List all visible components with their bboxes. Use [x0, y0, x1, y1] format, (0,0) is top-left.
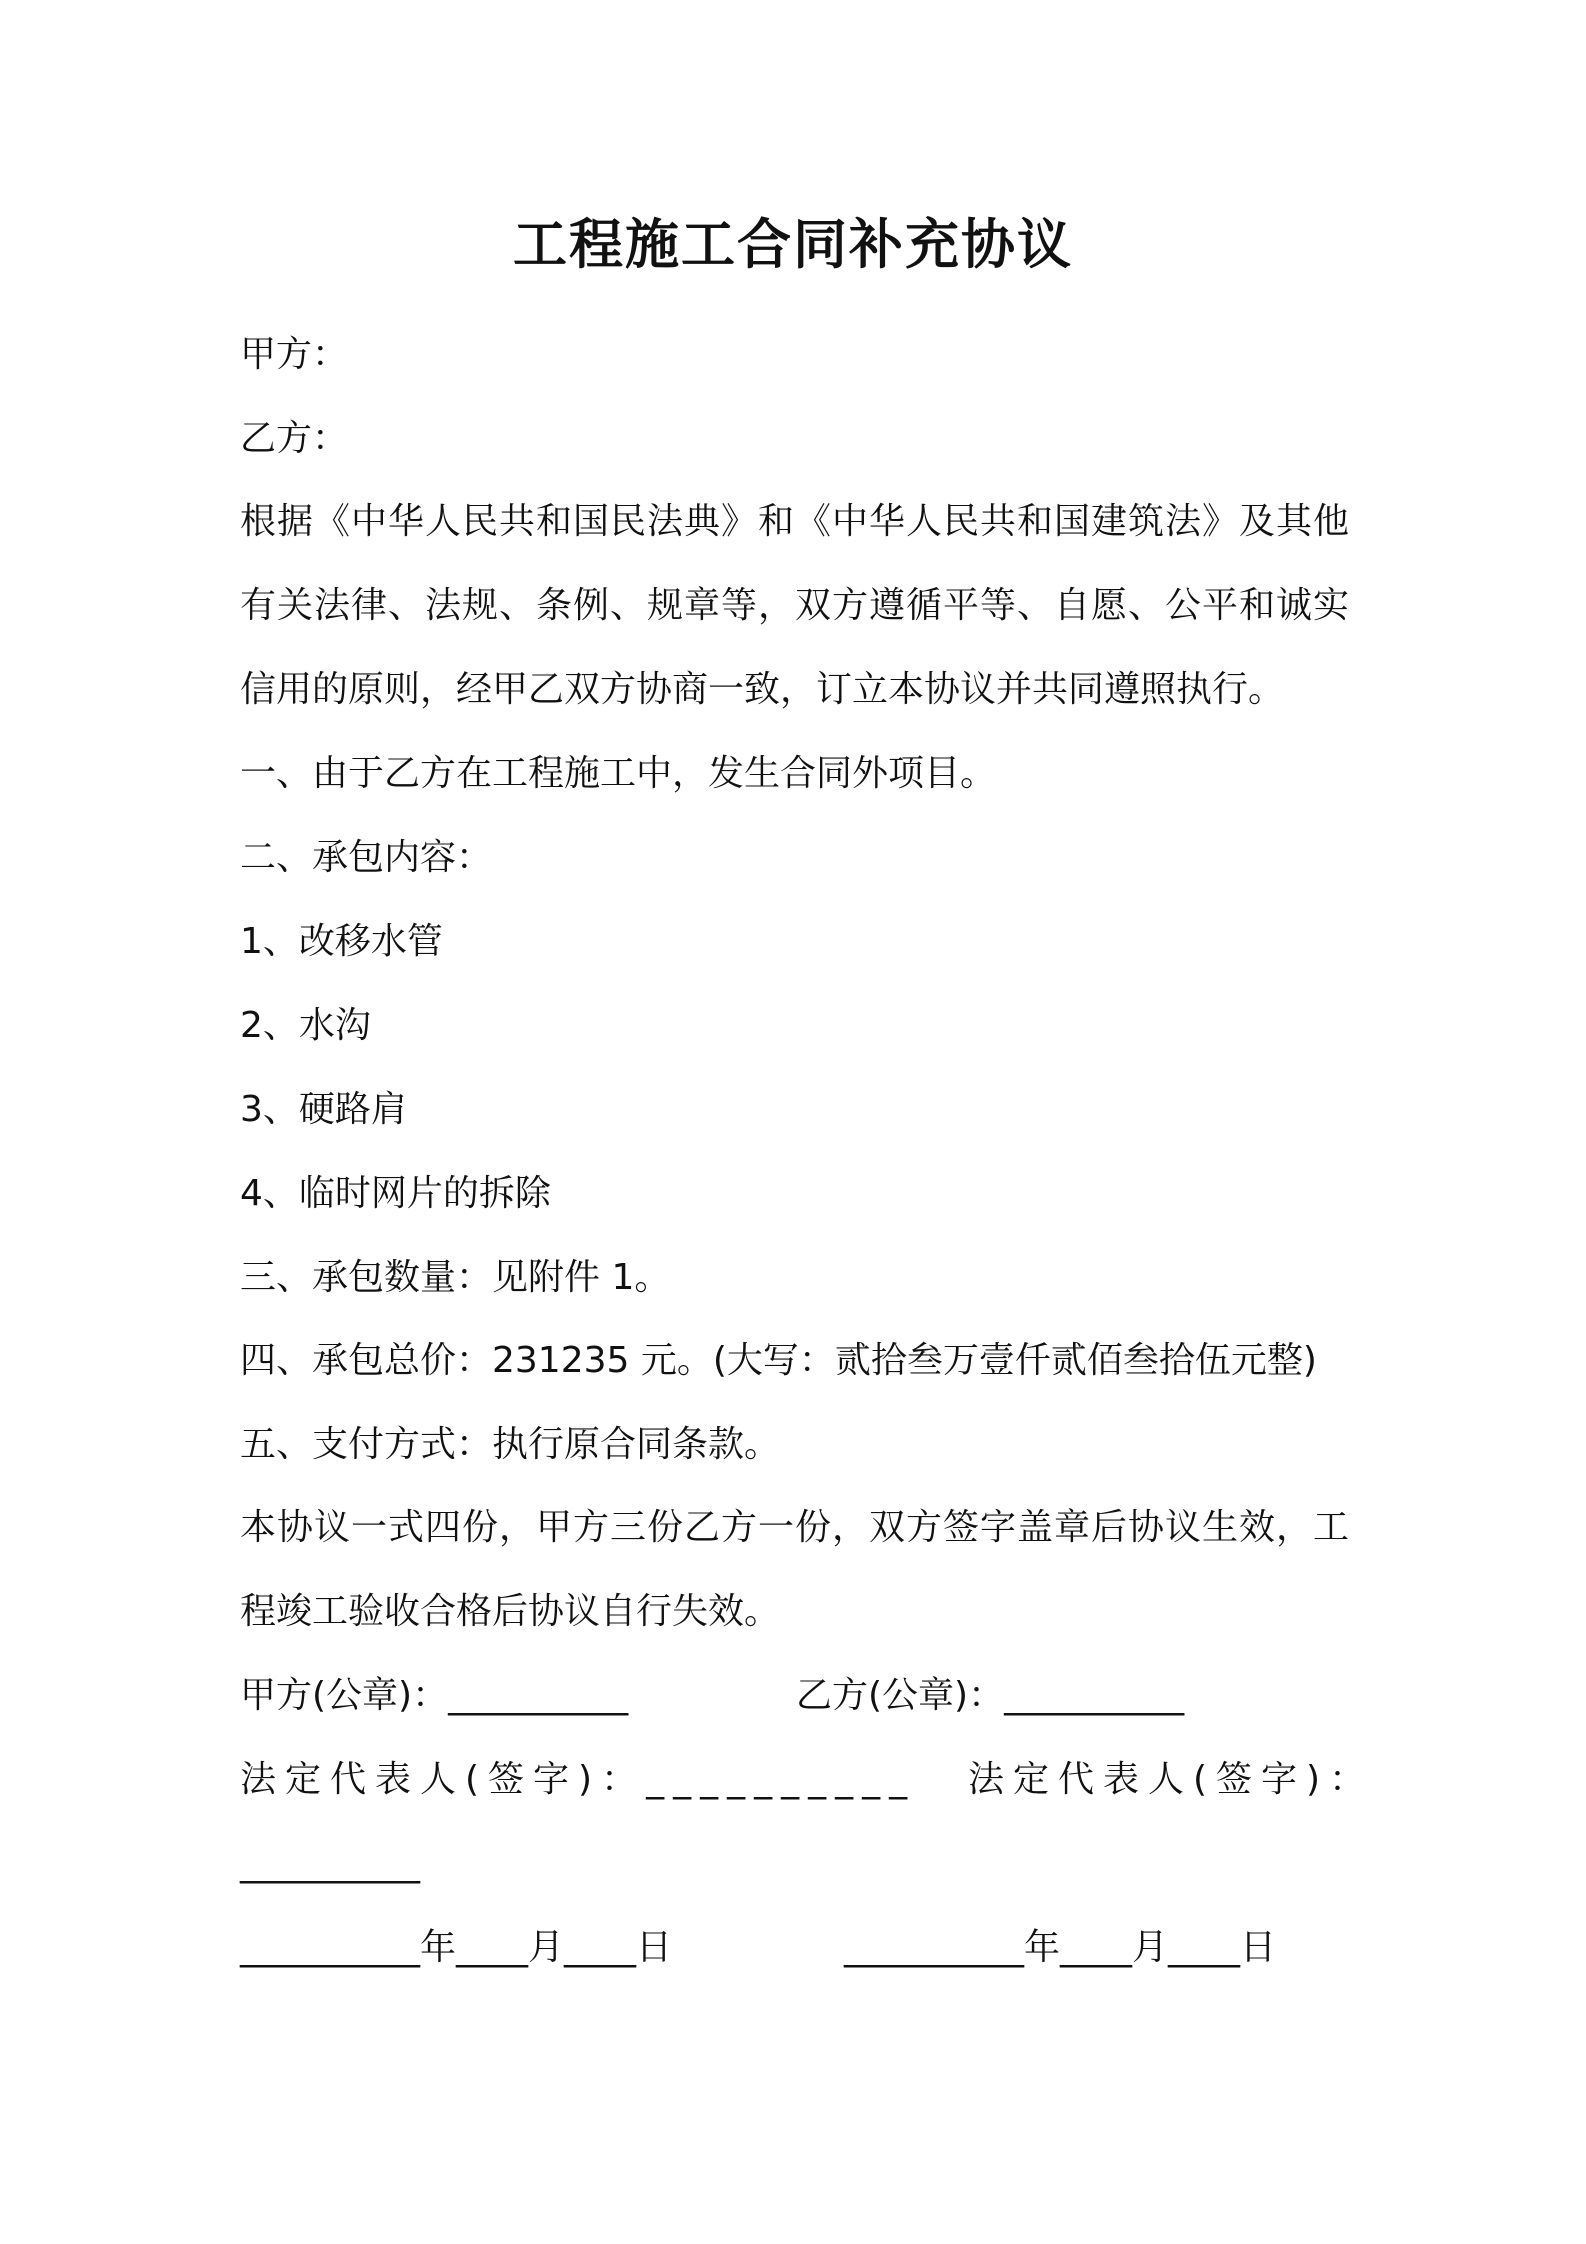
preamble-line-1: 根据《中华人民共和国民法典》和《中华人民共和国建筑法》及其他 [240, 501, 1351, 542]
clause-1: 一、由于乙方在工程施工中，发生合同外项目。 [240, 753, 997, 794]
list-item: 3、硬路肩 [240, 1089, 407, 1130]
clause-2: 二、承包内容： [240, 837, 493, 878]
list-item: 2、水沟 [240, 1005, 371, 1046]
party-b-rep-field: 法定代表人(签字)： [968, 1759, 1375, 1800]
party-a-seal-field: 甲方(公章)：__________ [240, 1675, 629, 1716]
list-item: 4、临时网片的拆除 [240, 1173, 551, 1214]
closing-line-1: 本协议一式四份，甲方三份乙方一份，双方签字盖章后协议生效，工 [240, 1507, 1351, 1548]
document-title: 工程施工合同补充协议 [513, 213, 1073, 276]
closing-line-2: 程竣工验收合格后协议自行失效。 [240, 1591, 781, 1632]
party-b-seal-field: 乙方(公章)：__________ [796, 1675, 1185, 1716]
clause-5: 五、支付方式：执行原合同条款。 [240, 1424, 781, 1465]
party-a-label: 甲方： [240, 334, 349, 375]
preamble-line-3: 信用的原则，经甲乙双方协商一致，订立本协议并共同遵照执行。 [240, 669, 1285, 710]
preamble-line-2: 有关法律、法规、条例、规章等，双方遵循平等、自愿、公平和诚实 [240, 585, 1351, 626]
list-item: 1、改移水管 [240, 921, 443, 962]
date-field-a: __________年____月____日 [240, 1927, 672, 1968]
date-field-b: __________年____月____日 [844, 1927, 1276, 1968]
clause-4: 四、承包总价：231235 元。(大写：贰拾叁万壹仟贰佰叁拾伍元整) [240, 1340, 1317, 1381]
party-b-label: 乙方： [240, 418, 349, 459]
clause-3: 三、承包数量：见附件 1。 [240, 1257, 671, 1298]
party-a-rep-field: 法定代表人(签字)：__________ [240, 1759, 917, 1800]
party-b-rep-blank: __________ [240, 1843, 420, 1884]
